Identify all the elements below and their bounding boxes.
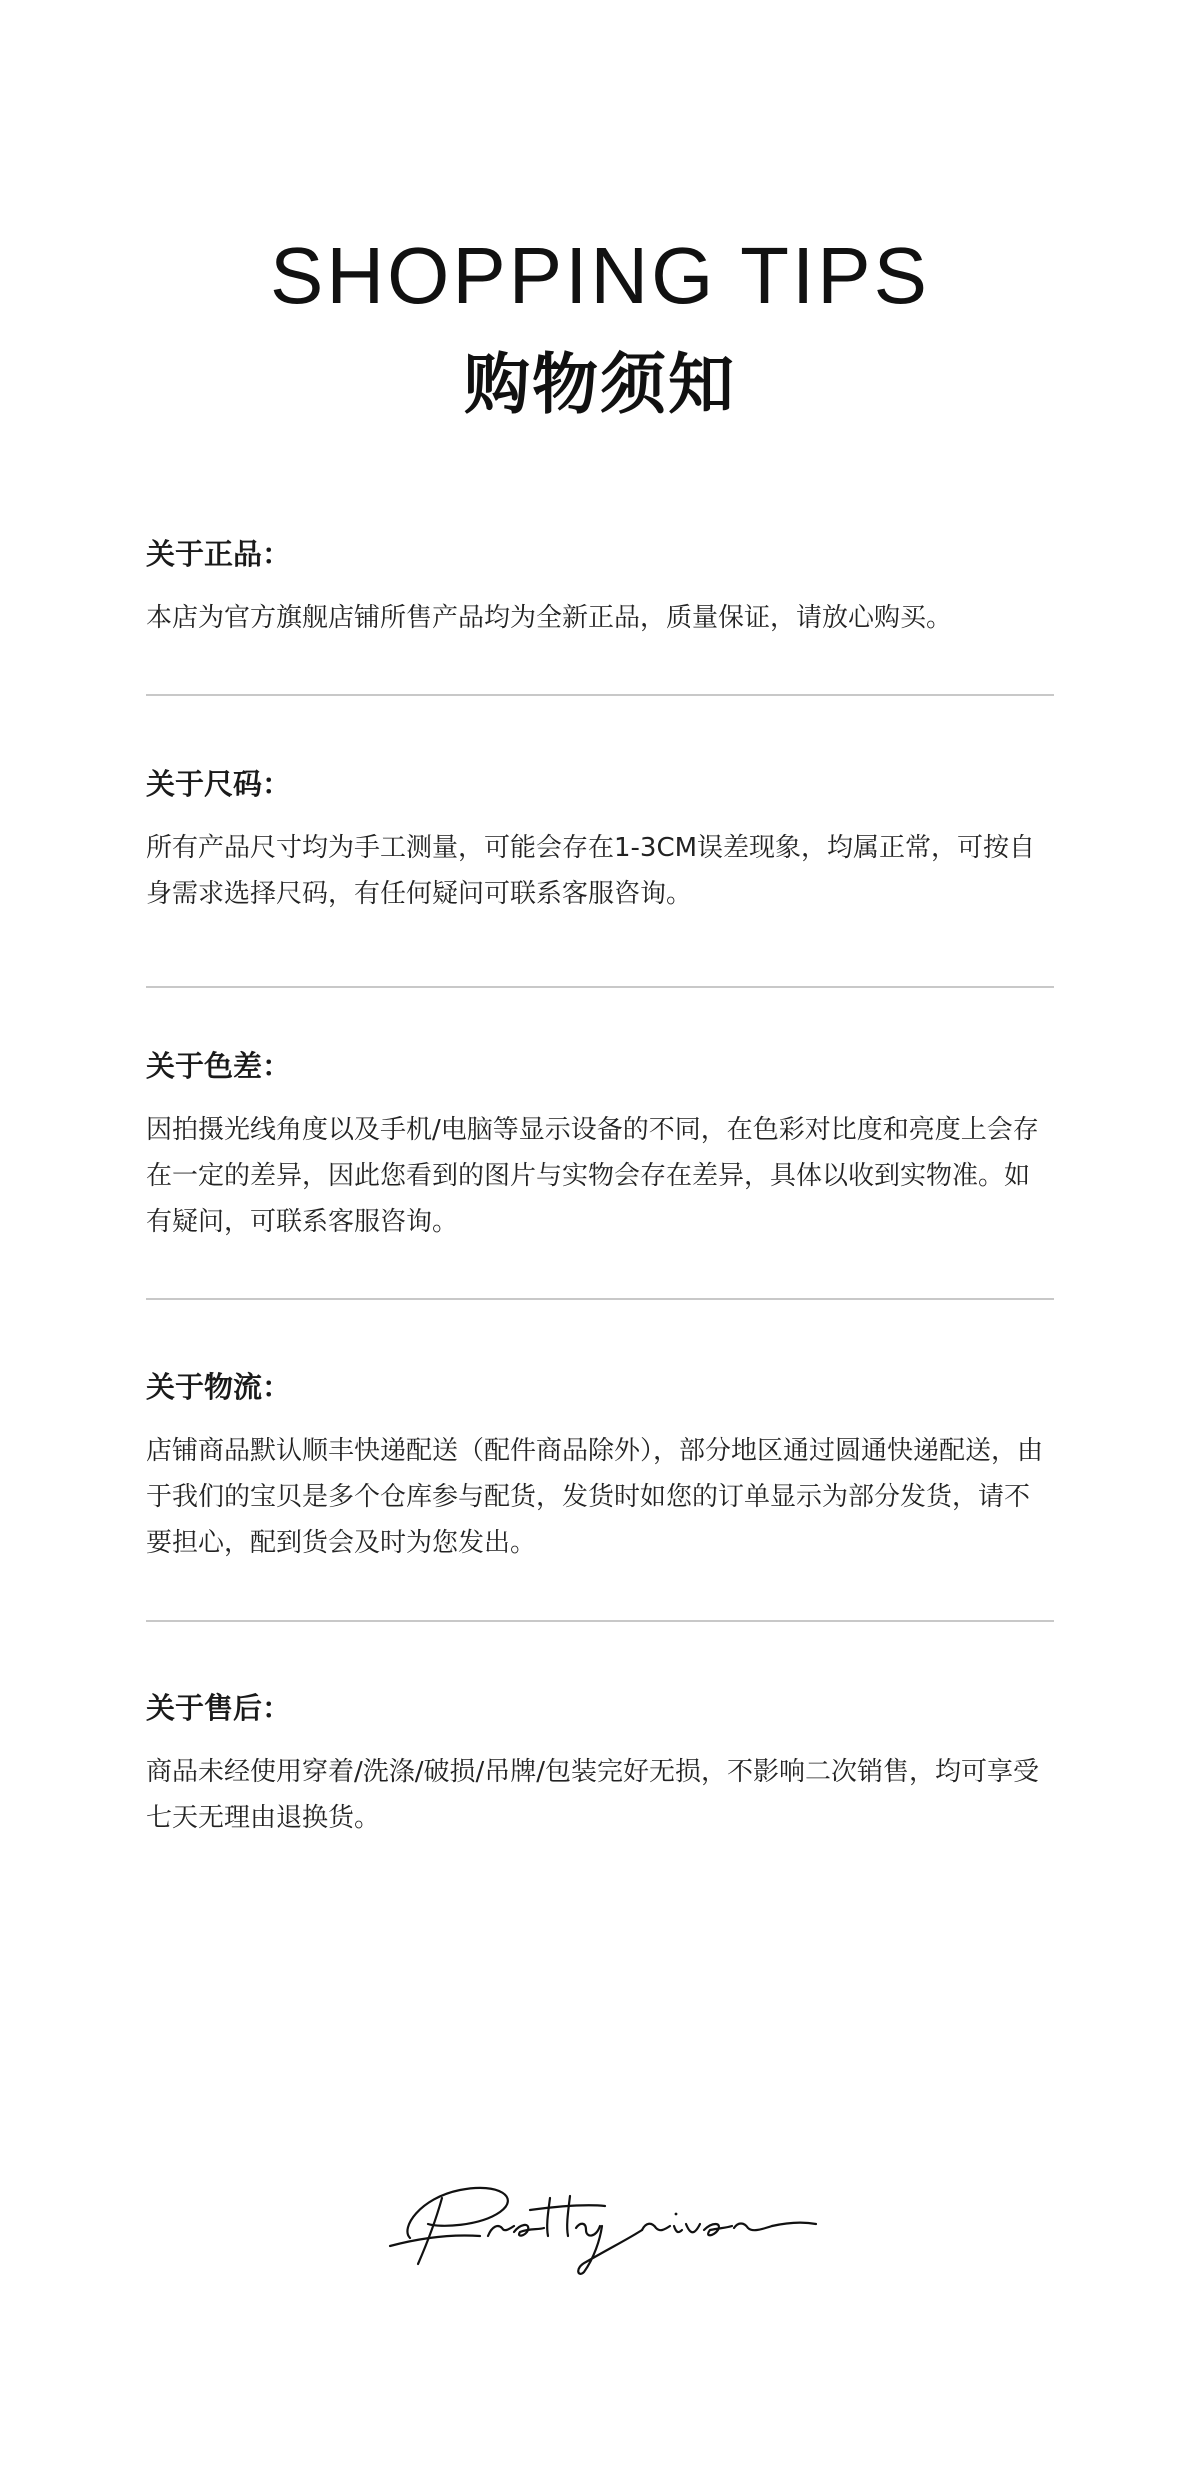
section-divider [146,1620,1054,1622]
section-body: 店铺商品默认顺丰快递配送（配件商品除外），部分地区通过圆通快递配送，由于我们的宝贝是多个仓库参与配货，发货时如您的订单显示为部分发货，请不要担心，配到货会及时为您发出。 [146,1436,1044,1558]
section-body: 因拍摄光线角度以及手机/电脑等显示设备的不同，在色彩对比度和亮度上会存在一定的差异，因此您看到的图片与实物会存在差异，具体以收到实物准。如有疑问，可联系客服咨询。 [146,1115,1039,1237]
section-sizing [146,767,1054,917]
section-heading: 关于尺码： [146,767,292,801]
section-heading: 关于色差： [146,1049,292,1083]
section-body: 所有产品尺寸均为手工测量，可能会存在1-3CM误差现象，均属正常，可按自身需求选择尺码，有任何疑问可联系客服咨询。 [146,833,1036,909]
section-heading: 关于物流： [146,1370,292,1404]
section-body: 本店为官方旗舰店铺所售产品均为全新正品，质量保证，请放心购买。 [146,603,953,633]
brand-signature-logo [380,2168,820,2278]
section-body: 商品未经使用穿着/洗涤/破损/吊牌/包装完好无损，不影响二次销售，均可享受七天无理由退换货。 [146,1757,1040,1833]
section-divider [146,694,1054,696]
section-divider [146,986,1054,988]
section-heading: 关于售后： [146,1691,292,1725]
section-heading: 关于正品： [146,537,292,571]
page-title-english: SHOPPING TIPS [270,231,930,320]
section-color-difference [146,1049,1054,1245]
section-authenticity [146,537,1054,641]
section-divider [146,1298,1054,1300]
section-after-sales [146,1691,1054,1841]
section-logistics [146,1370,1054,1566]
page-title-chinese: 购物须知 [464,346,736,423]
